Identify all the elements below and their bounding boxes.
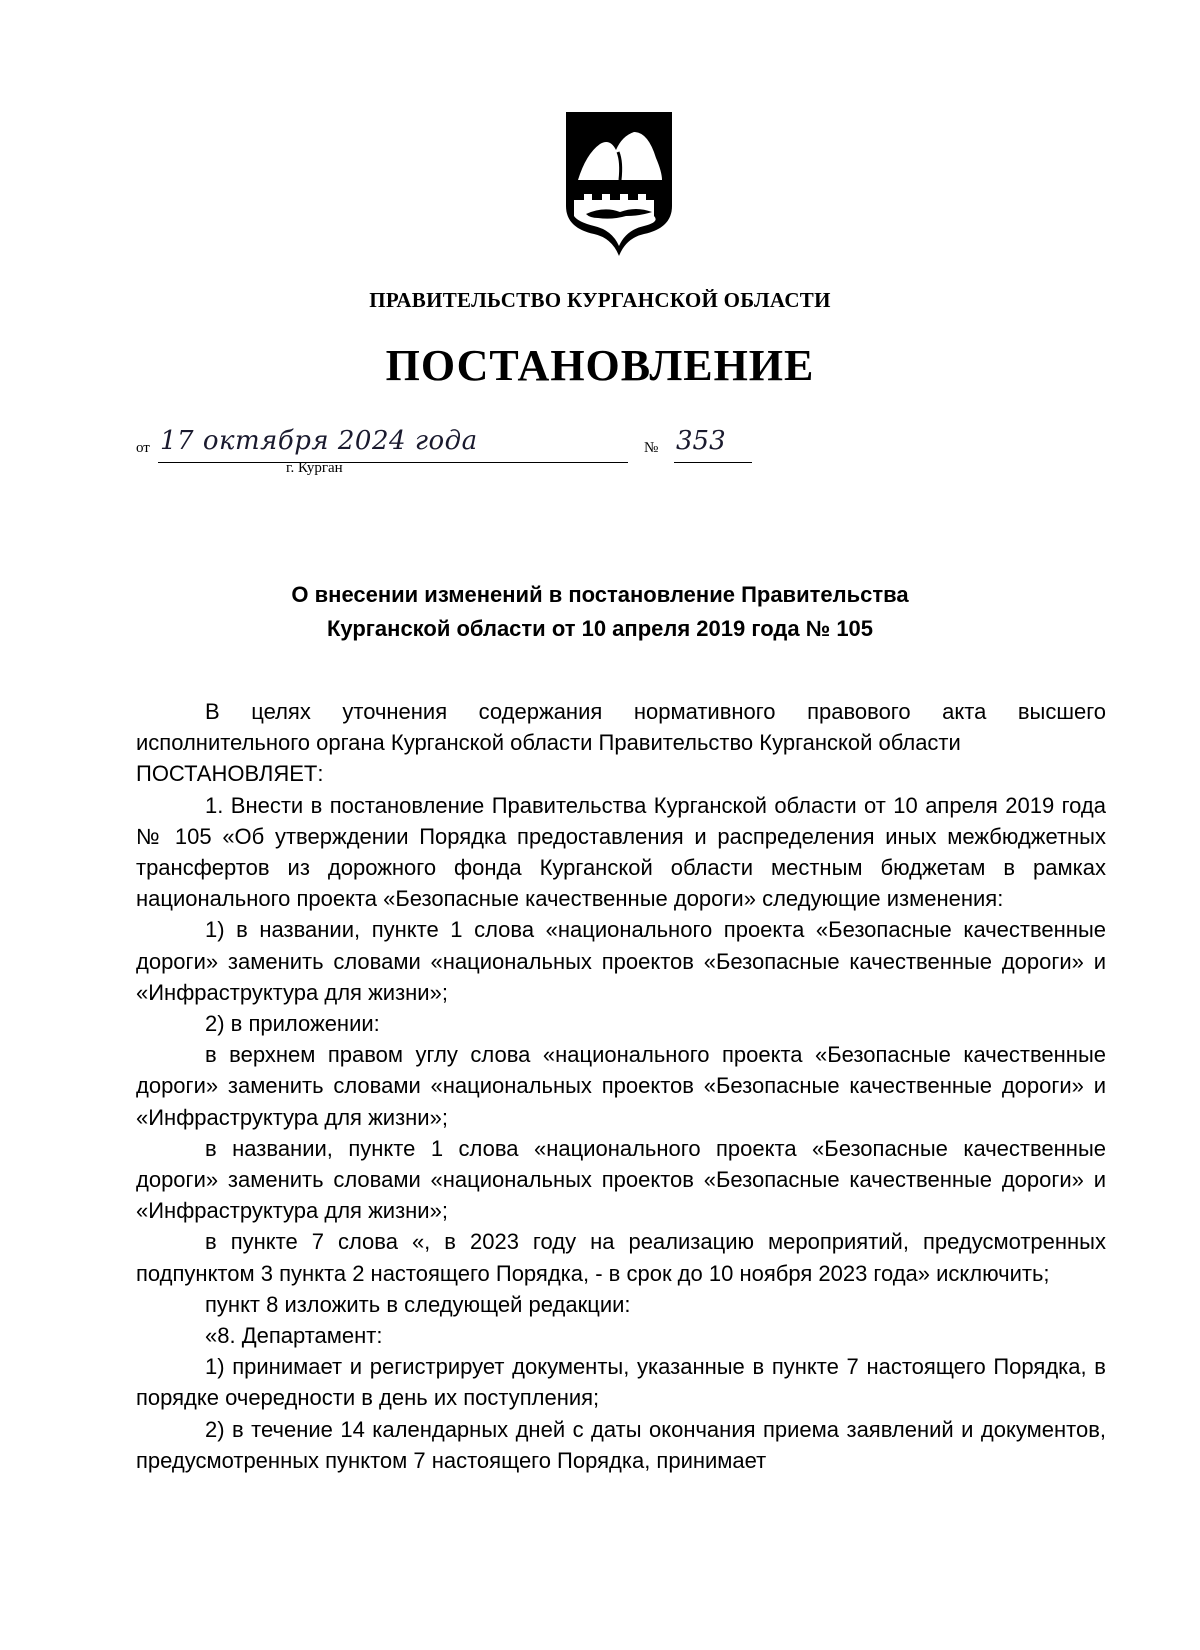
date-underline xyxy=(158,462,628,463)
body-paragraph: в верхнем правом углу слова «национального проекта «Безопасные качественные дороги» заменить словами «национальных проектов «Безопасные качественные дороги» и «Инфраструктура для жизни»; xyxy=(136,1042,1106,1130)
document-type-title: ПОСТАНОВЛЕНИЕ xyxy=(385,341,815,390)
date-number-row xyxy=(136,428,736,488)
number-underline xyxy=(674,462,752,463)
city-name: г. Курган xyxy=(286,460,343,476)
body-paragraph: 1. Внести в постановление Правительства Курганской области от 10 апреля 2019 года № 105 «Об утверждении Порядка предоставления и распределения иных межбюджетных трансфертов из дорожного фонда Курганской области местным бюджетам в рамках национального проекта «Безопасные качественные дороги» следующие изменения: xyxy=(136,792,1106,912)
body-paragraph: «8. Департамент: xyxy=(205,1323,383,1349)
coat-of-arms-emblem xyxy=(564,110,674,260)
subject-line-1: О внесении изменений в постановление Правительства xyxy=(291,582,909,607)
number-label: № xyxy=(644,440,659,456)
document-body xyxy=(136,696,1106,1476)
body-paragraph-resolves: ПОСТАНОВЛЯЕТ: xyxy=(136,761,324,787)
handwritten-date: 17 октября 2024 года xyxy=(160,426,478,456)
body-paragraph: 1) принимает и регистрирует документы, указанные в пункте 7 настоящего Порядка, в порядке очередности в день их поступления; xyxy=(136,1354,1106,1411)
document-subject xyxy=(0,578,1200,646)
body-paragraph: в пункте 7 слова «, в 2023 году на реализацию мероприятий, предусмотренных подпунктом 3 пункта 2 настоящего Порядка, - в срок до 10 ноября 2023 года» исключить; xyxy=(136,1229,1106,1286)
government-name: ПРАВИТЕЛЬСТВО КУРГАНСКОЙ ОБЛАСТИ xyxy=(369,288,831,312)
handwritten-number: 353 xyxy=(676,426,726,456)
subject-line-2: Курганской области от 10 апреля 2019 года № 105 xyxy=(326,616,874,641)
body-paragraph: 2) в приложении: xyxy=(205,1011,380,1037)
body-paragraph: 1) в названии, пункте 1 слова «национального проекта «Безопасные качественные дороги» заменить словами «национальных проектов «Безопасные качественные дороги» и «Инфраструктура для жизни»; xyxy=(136,917,1106,1005)
body-paragraph: В целях уточнения содержания нормативного правового акта высшего исполнительного органа Курганской области Правительство Курганской области xyxy=(136,699,1106,756)
body-paragraph: в названии, пункте 1 слова «национального проекта «Безопасные качественные дороги» заменить словами «национальных проектов «Безопасные качественные дороги» и «Инфраструктура для жизни»; xyxy=(136,1135,1106,1224)
body-paragraph: 2) в течение 14 календарных дней с даты окончания приема заявлений и документов, предусмотренных пунктом 7 настоящего Порядка, принимает xyxy=(136,1416,1106,1473)
from-label: от xyxy=(136,440,150,456)
body-paragraph: пункт 8 изложить в следующей редакции: xyxy=(205,1291,631,1317)
